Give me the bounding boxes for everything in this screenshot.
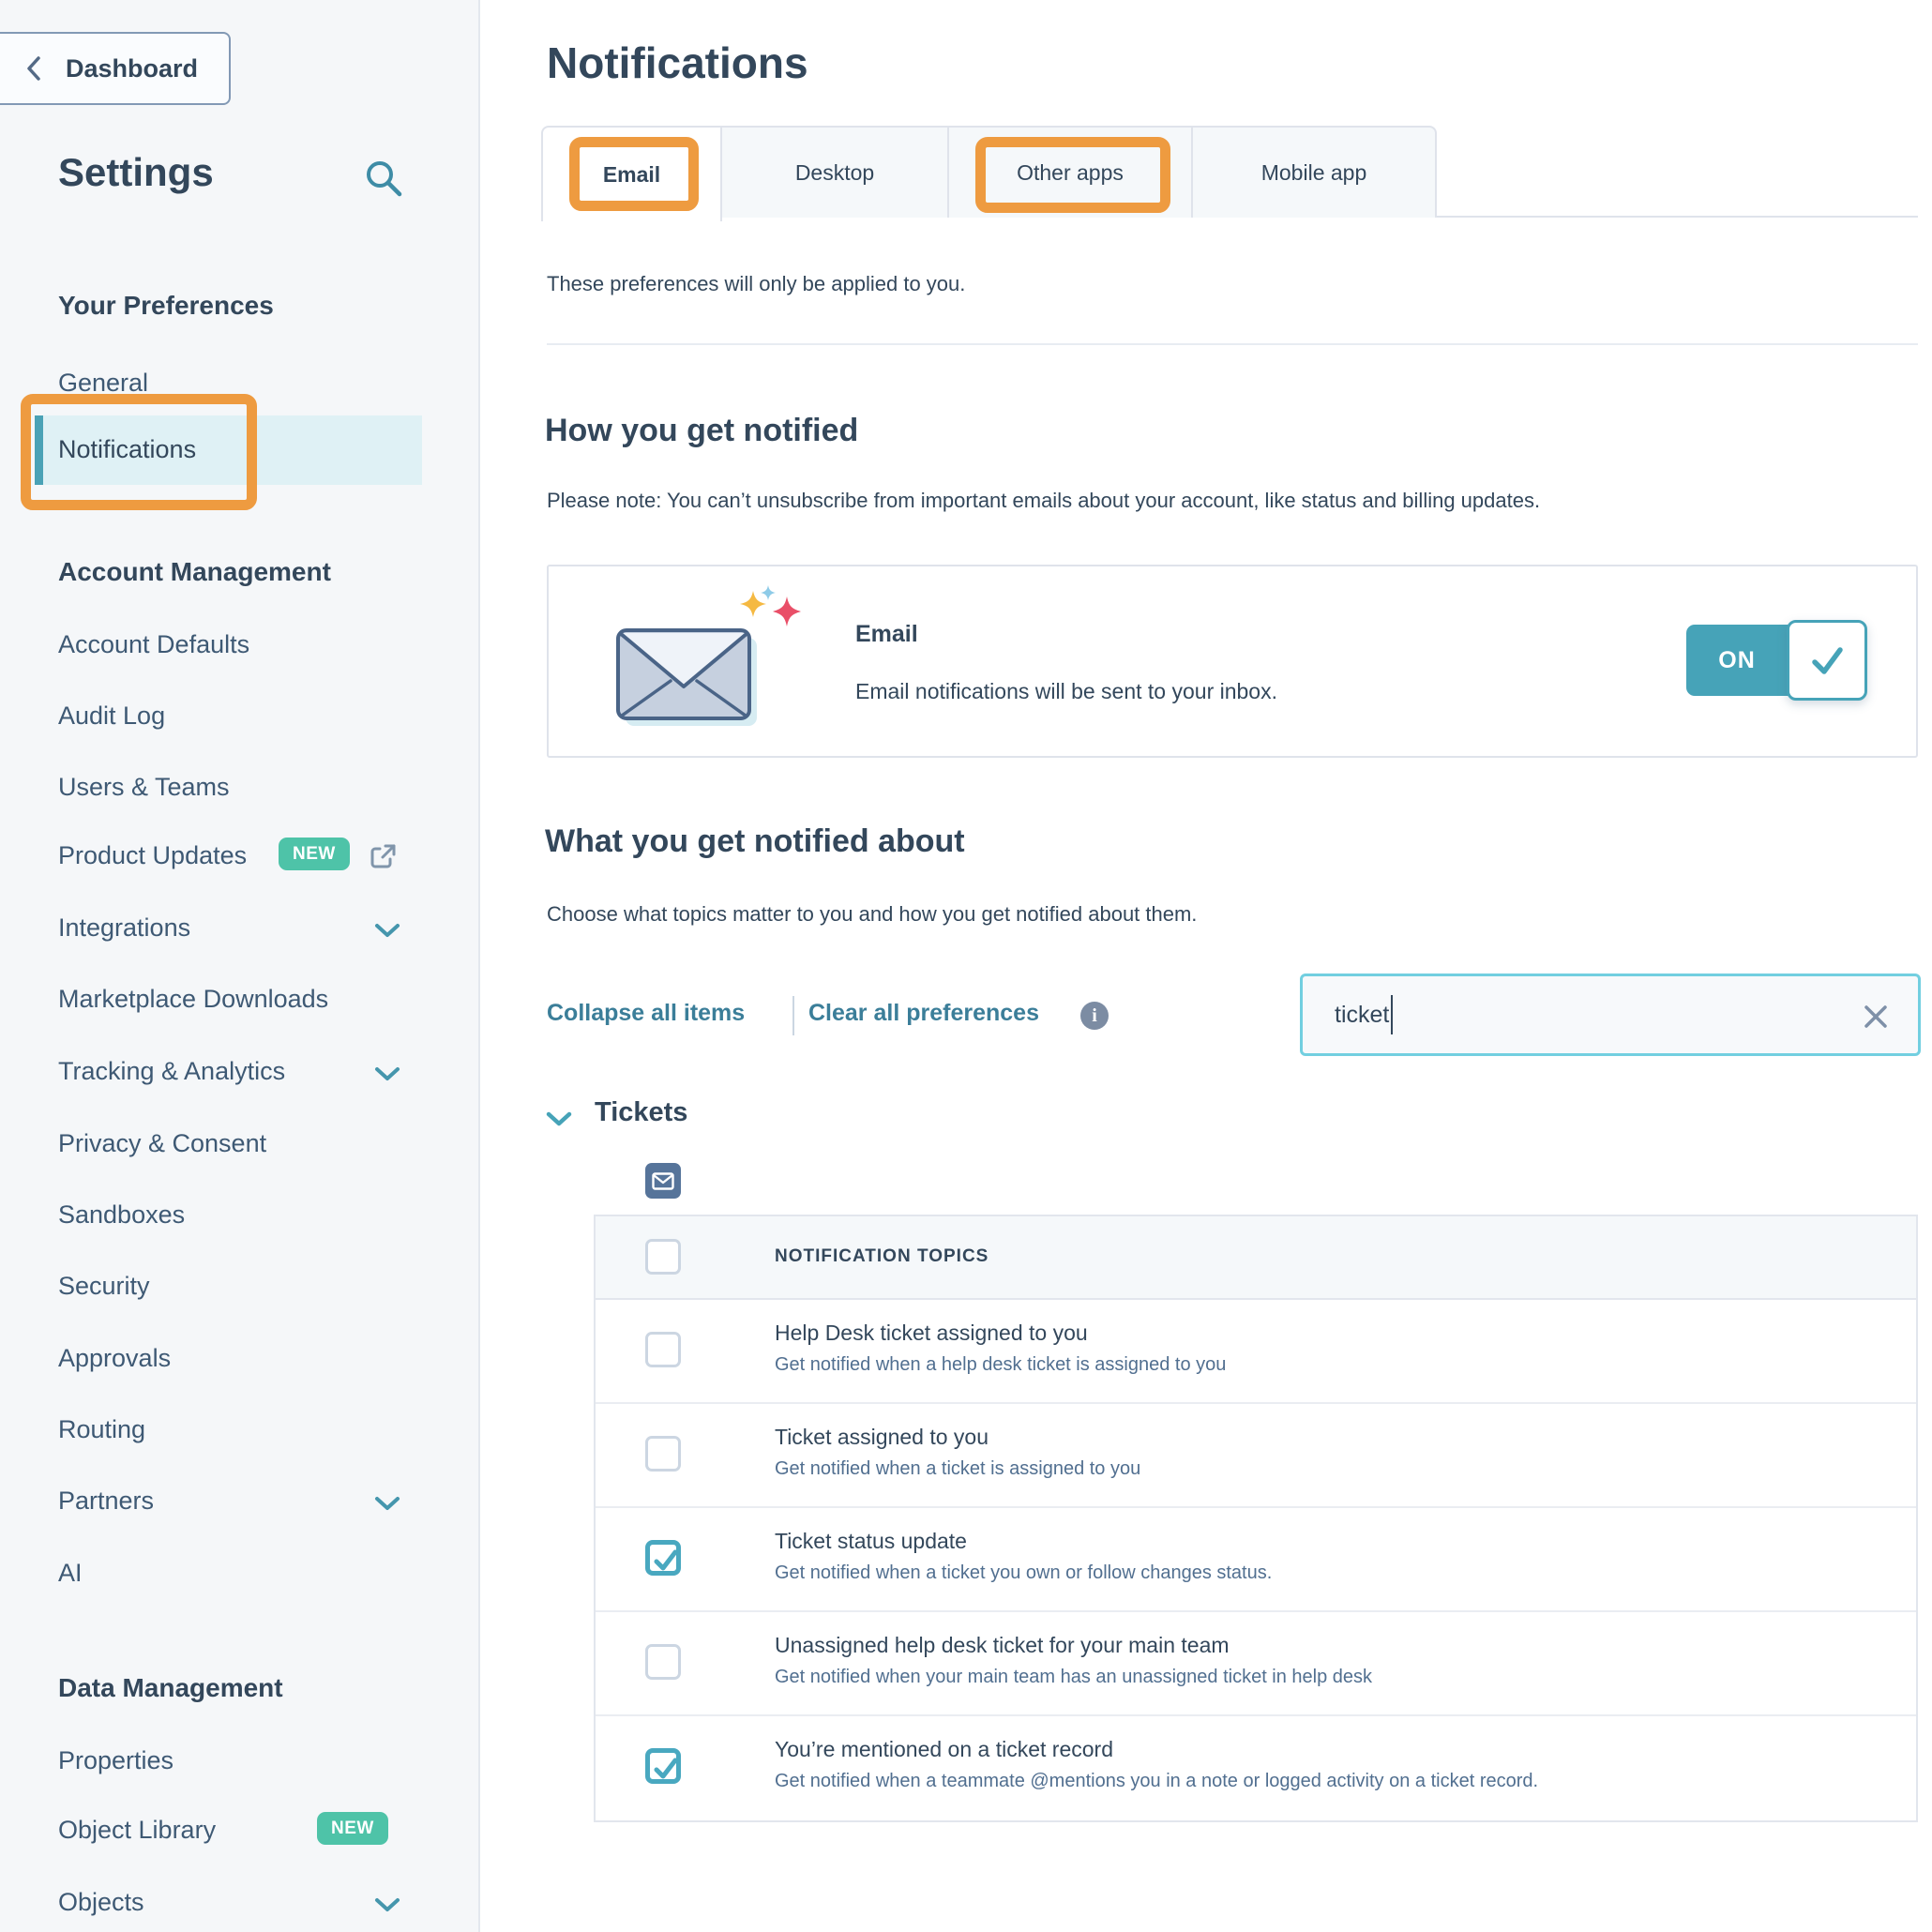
- sparkle-pink: [773, 596, 801, 626]
- active-item-indicator: [35, 415, 43, 485]
- topic-description: Get notified when a ticket is assigned to you: [775, 1458, 1141, 1479]
- toggle-on-label: ON: [1718, 646, 1756, 673]
- sidebar-item-audit-log[interactable]: Audit Log: [58, 702, 166, 730]
- sidebar-item-marketplace-downloads[interactable]: Marketplace Downloads: [58, 985, 329, 1013]
- collapse-tickets-chevron-icon[interactable]: [546, 1110, 572, 1127]
- email-column-icon: [645, 1163, 681, 1199]
- chevron-down-icon[interactable]: [374, 1897, 400, 1913]
- sidebar-item-object-library[interactable]: Object Library: [58, 1816, 217, 1844]
- toggle-thumb[interactable]: [1787, 620, 1867, 701]
- sidebar-item-properties[interactable]: Properties: [58, 1746, 174, 1774]
- topic-checkbox[interactable]: [645, 1748, 681, 1784]
- sidebar-item-sandboxes[interactable]: Sandboxes: [58, 1200, 186, 1229]
- table-row: [596, 1716, 1916, 1820]
- topic-title: Help Desk ticket assigned to you: [775, 1321, 1088, 1345]
- chevron-down-icon[interactable]: [374, 1496, 400, 1512]
- topic-description: Get notified when a help desk ticket is assigned to you: [775, 1354, 1227, 1375]
- search-input-value: ticket: [1335, 1001, 1390, 1028]
- what-you-get-notified-about-heading: What you get notified about: [545, 823, 965, 859]
- section-header-your-preferences: Your Preferences: [58, 291, 274, 320]
- envelope-icon: [652, 1172, 674, 1190]
- unsubscribe-note: Please note: You can’t unsubscribe from important emails about your account, like status and billing updates.: [547, 489, 1541, 512]
- new-badge: NEW: [317, 1812, 388, 1845]
- topic-title: Ticket assigned to you: [775, 1425, 989, 1449]
- clear-all-preferences-link[interactable]: Clear all preferences: [808, 1000, 1039, 1026]
- email-envelope-illustration: [611, 583, 808, 733]
- tab-mobile-app[interactable]: Mobile app: [1193, 126, 1437, 218]
- sidebar-item-notifications-label: Notifications: [58, 435, 197, 463]
- sidebar-item-objects[interactable]: Objects: [58, 1888, 144, 1916]
- sidebar-item-users-teams[interactable]: Users & Teams: [58, 773, 230, 801]
- sidebar-item-routing[interactable]: Routing: [58, 1415, 146, 1443]
- chevron-down-icon[interactable]: [374, 923, 400, 939]
- sparkle-blue: [761, 585, 776, 600]
- notification-channel-tabs: [541, 126, 1437, 221]
- back-to-dashboard-button[interactable]: [0, 32, 231, 105]
- email-card-title: Email: [855, 621, 918, 647]
- topic-title: Unassigned help desk ticket for your main team: [775, 1633, 1230, 1657]
- what-section-description: Choose what topics matter to you and how you get notified about them.: [547, 902, 1198, 926]
- section-divider: [547, 343, 1918, 345]
- sparkle-yellow: [740, 591, 766, 617]
- back-button-label: Dashboard: [66, 53, 199, 83]
- table-row: [596, 1612, 1916, 1716]
- table-row: [596, 1404, 1916, 1508]
- sidebar-item-security[interactable]: Security: [58, 1272, 150, 1300]
- sidebar-item-general[interactable]: General: [58, 369, 149, 397]
- topic-description: Get notified when a teammate @mentions you in a note or logged activity on a ticket record.: [775, 1771, 1539, 1791]
- tab-email[interactable]: Email: [541, 126, 722, 221]
- collapse-all-items-link[interactable]: Collapse all items: [547, 1000, 746, 1026]
- new-badge: NEW: [279, 838, 350, 870]
- external-link-icon: [370, 842, 398, 870]
- page-title: Notifications: [547, 38, 808, 87]
- check-icon: [1805, 639, 1849, 682]
- topic-title: Ticket status update: [775, 1529, 967, 1553]
- tickets-group-title: Tickets: [595, 1097, 688, 1127]
- settings-sidebar: [0, 0, 480, 1932]
- tab-other-apps[interactable]: Other apps: [949, 126, 1193, 218]
- topic-search-input[interactable]: [1300, 974, 1921, 1056]
- topic-checkbox[interactable]: [645, 1540, 681, 1576]
- notification-topics-table: [594, 1215, 1918, 1822]
- email-card-description: Email notifications will be sent to your inbox.: [855, 679, 1277, 703]
- sidebar-item-privacy-consent[interactable]: Privacy & Consent: [58, 1129, 267, 1157]
- sidebar-item-partners[interactable]: Partners: [58, 1487, 155, 1515]
- section-header-data-management: Data Management: [58, 1673, 283, 1702]
- sidebar-item-tracking-analytics[interactable]: Tracking & Analytics: [58, 1057, 286, 1085]
- sidebar-item-product-updates[interactable]: Product Updates: [58, 841, 248, 869]
- section-header-account-management: Account Management: [58, 557, 331, 586]
- select-all-checkbox[interactable]: [645, 1239, 681, 1275]
- tab-desktop[interactable]: Desktop: [722, 126, 949, 218]
- chevron-down-icon[interactable]: [374, 1066, 400, 1082]
- scope-note: These preferences will only be applied to you.: [547, 272, 966, 295]
- info-icon[interactable]: i: [1080, 1002, 1109, 1030]
- email-on-toggle[interactable]: [1686, 625, 1864, 696]
- topic-checkbox[interactable]: [645, 1436, 681, 1472]
- table-row: [596, 1508, 1916, 1612]
- topic-checkbox[interactable]: [645, 1332, 681, 1367]
- sidebar-title: Settings: [58, 150, 214, 194]
- sidebar-item-notifications[interactable]: [35, 415, 422, 485]
- clear-search-icon[interactable]: [1860, 1001, 1892, 1033]
- topic-description: Get notified when a ticket you own or follow changes status.: [775, 1562, 1273, 1583]
- sidebar-item-account-defaults[interactable]: Account Defaults: [58, 630, 250, 658]
- sidebar-item-ai[interactable]: AI: [58, 1559, 83, 1587]
- chevron-left-icon: [26, 55, 41, 82]
- column-header: NOTIFICATION TOPICS: [775, 1246, 989, 1266]
- email-channel-card: [547, 565, 1918, 758]
- how-you-get-notified-heading: How you get notified: [545, 413, 859, 448]
- table-row: [596, 1300, 1916, 1404]
- topic-description: Get notified when your main team has an unassigned ticket in help desk: [775, 1667, 1373, 1687]
- sidebar-item-approvals[interactable]: Approvals: [58, 1344, 172, 1372]
- text-caret: [1391, 995, 1393, 1034]
- link-separator: [792, 996, 794, 1035]
- sidebar-item-integrations[interactable]: Integrations: [58, 913, 191, 942]
- topic-title: You’re mentioned on a ticket record: [775, 1737, 1113, 1761]
- topic-checkbox[interactable]: [645, 1644, 681, 1680]
- search-icon[interactable]: [361, 156, 406, 201]
- table-header-row: [596, 1216, 1916, 1300]
